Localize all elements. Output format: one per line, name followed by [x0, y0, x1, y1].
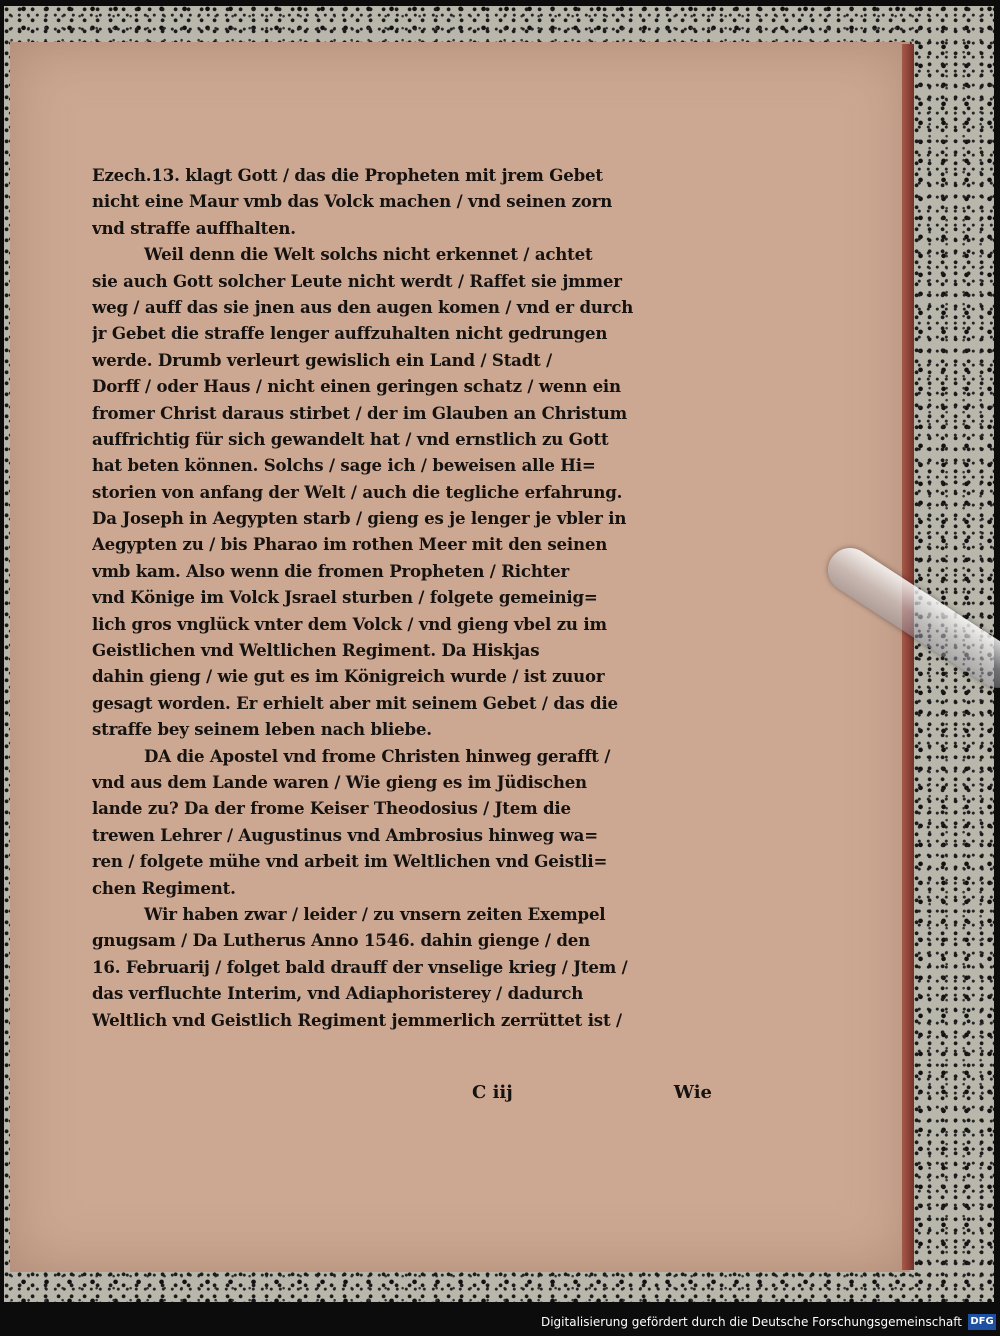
text-line: nicht eine Maur vmb das Volck machen / vnd seinen zorn	[92, 191, 613, 212]
text-line: Aegypten zu / bis Pharao im rothen Meer mit den seinen	[92, 534, 608, 555]
text-line: DA die Apostel vnd frome Christen hinweg gerafft /	[144, 745, 611, 766]
text-line: ren / folgete mühe vnd arbeit im Weltlichen vnd Geistli=	[92, 851, 608, 872]
text-line: Weil denn die Welt solchs nicht erkennet / achtet	[144, 244, 593, 265]
text-line: vnd straffe auffhalten.	[92, 217, 296, 238]
text-line: sie auch Gott solcher Leute nicht werdt / Raffet sie jmmer	[92, 270, 622, 291]
text-line: vmb kam. Also wenn die fromen Propheten / Richter	[92, 560, 570, 581]
text-line: vnd aus dem Lande waren / Wie gieng es im Jüdischen	[92, 771, 587, 792]
text-line: auffrichtig für sich gewandelt hat / vnd ernstlich zu Gott	[92, 428, 609, 449]
text-line: Ezech.13. klagt Gott / das die Propheten mit jrem Gebet	[92, 165, 603, 185]
text-line: Geistlichen vnd Weltlichen Regiment. Da Hiskjas	[92, 640, 540, 661]
text-line: trewen Lehrer / Augustinus vnd Ambrosius hinweg wa=	[92, 824, 598, 845]
text-line: gnugsam / Da Lutherus Anno 1546. dahin gienge / den	[92, 930, 590, 951]
text-line: dahin gieng / wie gut es im Königreich wurde / ist zuuor	[92, 666, 605, 687]
catchword: Wie	[673, 1082, 712, 1103]
text-line: werde. Drumb verleurt gewislich ein Land / Stadt /	[92, 349, 553, 370]
text-line: Da Joseph in Aegypten starb / gieng es je lenger je vbler in	[92, 508, 627, 529]
text-line: 16. Februarij / folget bald drauff der vnselige krieg / Jtem /	[92, 956, 628, 977]
text-line: vnd Könige im Volck Jsrael sturben / folgete gemeinig=	[92, 587, 598, 608]
text-line: storien von anfang der Welt / auch die tegliche erfahrung.	[92, 481, 623, 502]
text-line: Dorff / oder Haus / nicht einen geringen schatz / wenn ein	[92, 376, 621, 397]
text-line: chen Regiment.	[92, 877, 236, 898]
dfg-logo: DFG	[968, 1314, 996, 1330]
text-line: hat beten können. Solchs / sage ich / beweisen alle Hi=	[92, 455, 596, 476]
signature-mark: C iij	[472, 1082, 513, 1103]
text-line: lande zu? Da der frome Keiser Theodosius / Jtem die	[92, 798, 571, 819]
page-text-block	[92, 162, 712, 1033]
text-line: lich gros vnglück vnter dem Volck / vnd gieng vbel zu im	[92, 613, 607, 634]
text-line: jr Gebet die straffe lenger auffzuhalten nicht gedrungen	[92, 323, 608, 344]
funding-bar	[0, 1304, 1000, 1336]
text-line: gesagt worden. Er erhielt aber mit seinem Gebet / das die	[92, 692, 618, 713]
funding-notice: Digitalisierung gefördert durch die Deutsche Forschungsgemeinschaft	[540, 1315, 962, 1329]
page-footer	[92, 1082, 712, 1108]
text-line: Wir haben zwar / leider / zu vnsern zeiten Exempel	[144, 903, 606, 924]
text-line: Weltlich vnd Geistlich Regiment jemmerlich zerrüttet ist /	[92, 1009, 622, 1030]
text-line: straffe bey seinem leben nach bliebe.	[92, 719, 432, 740]
text-line: fromer Christ daraus stirbet / der im Glauben an Christum	[92, 402, 627, 423]
text-line: das verfluchte Interim, vnd Adiaphoristerey / dadurch	[92, 983, 584, 1004]
text-line: weg / auff das sie jnen aus den augen komen / vnd er durch	[92, 296, 634, 317]
page-edge	[902, 44, 914, 1270]
